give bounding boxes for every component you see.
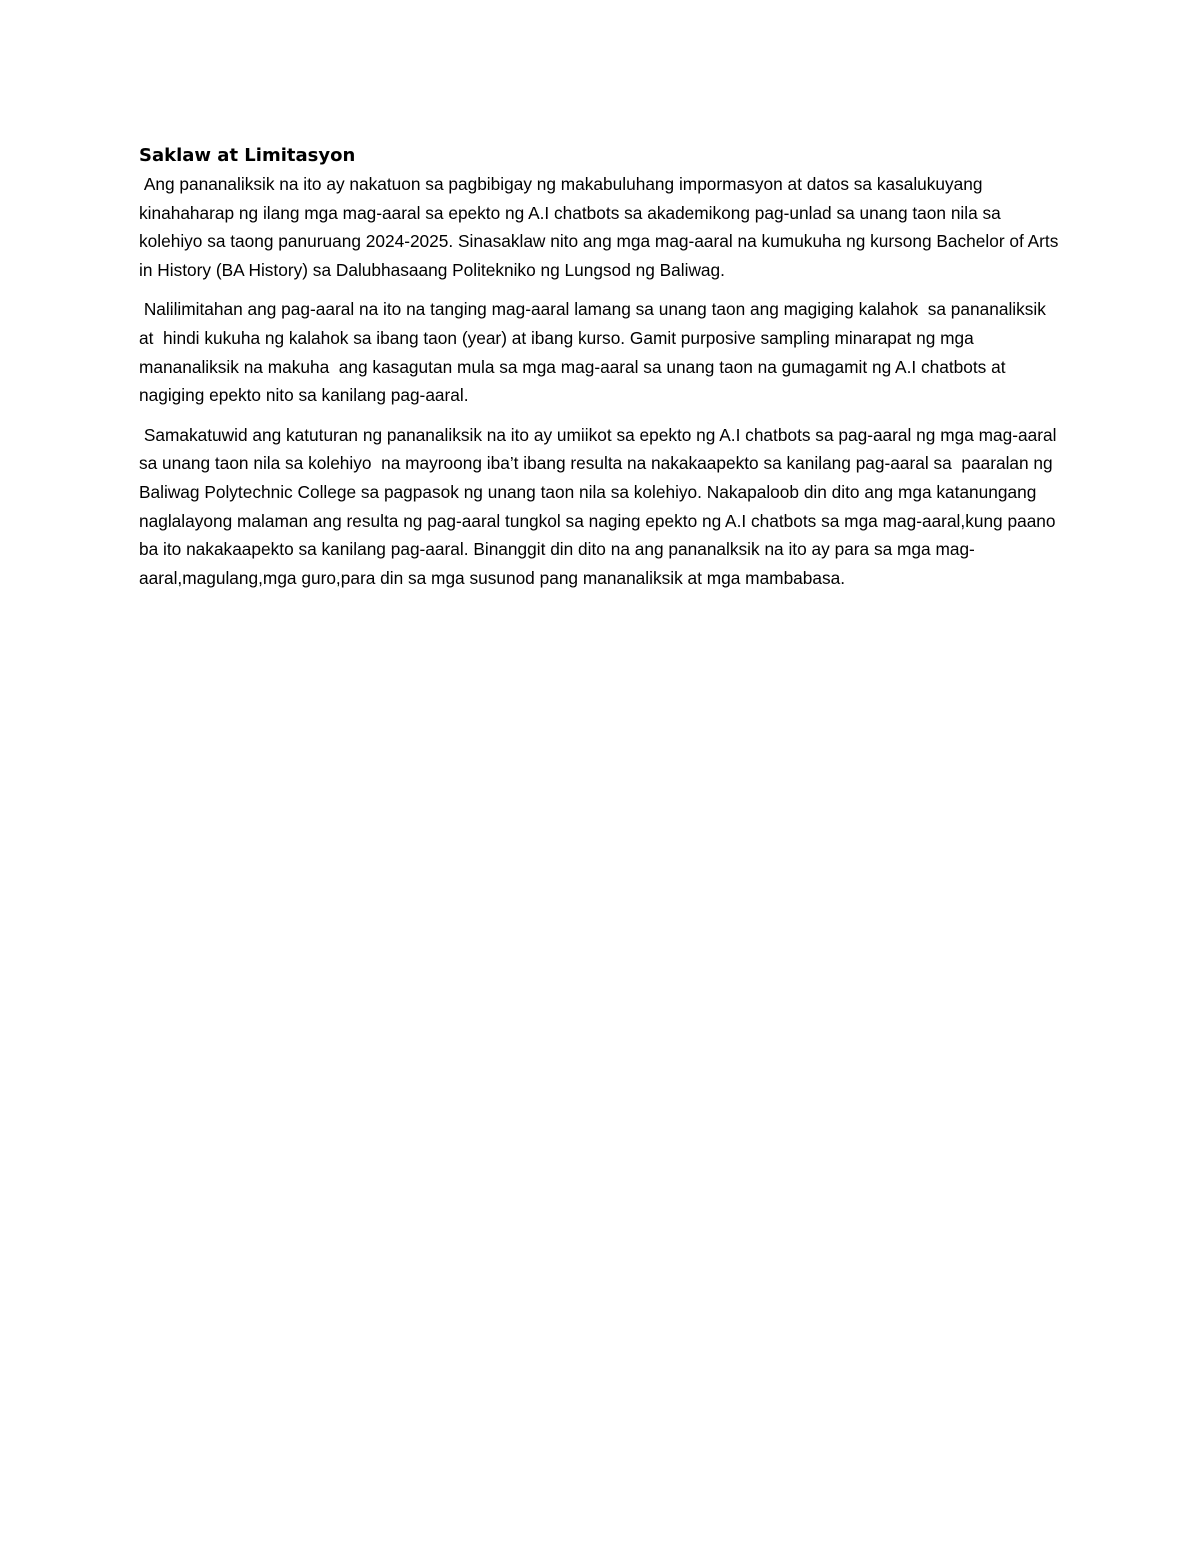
paragraph-significance: Samakatuwid ang katuturan ng pananaliksik na ito ay umiikot sa epekto ng A.I chatbots sa pag-aaral ng mga mag-aaral sa unang taon nila sa kolehiyo na mayroong iba’t ibang resulta na nakakaapekto sa kanilang pag-aaral sa paaralan ng Baliwag Polytechnic College sa pagpasok ng unang taon nila sa kolehiyo. Nakapaloob din dito ang mga katanungang naglalayong malaman ang resulta ng pag-aaral tungkol sa naging epekto ng A.I chatbots sa mga mag-aaral,kung paano ba ito nakakaapekto sa kanilang pag-aaral. Binanggit din dito na ang pananalksik na ito ay para sa mga mag-aaral,magulang,mga guro,para din sa mga susunod pang mananaliksik at mga mambabasa. <box>139 424 1062 588</box>
document-body <box>139 142 1064 592</box>
paragraph-scope: Ang pananaliksik na ito ay nakatuon sa pagbibigay ng makabuluhang impormasyon at datos sa kasalukuyang kinahaharap ng ilang mga mag-aaral sa epekto ng A.I chatbots sa akademikong pag-unlad sa unang taon nila sa kolehiyo sa taong panuruang 2024-2025. Sinasaklaw nito ang mga mag-aaral na kumukuha ng kursong Bachelor of Arts in History (BA History) sa Dalubhasaang Politekniko ng Lungsod ng Baliwag. <box>139 174 1064 280</box>
paragraph-limitations: Nalilimitahan ang pag-aaral na ito na tanging mag-aaral lamang sa unang taon ang magiging kalahok sa pananaliksik at hindi kukuha ng kalahok sa ibang taon (year) at ibang kurso. Gamit purposive sampling minarapat ng mga mananaliksik na makuha ang kasagutan mula sa mga mag-aaral sa unang taon na gumagamit ng A.I chatbots at nagiging epekto nito sa kanilang pag-aaral. <box>139 299 1056 406</box>
section-heading: Saklaw at Limitasyon <box>139 145 356 166</box>
